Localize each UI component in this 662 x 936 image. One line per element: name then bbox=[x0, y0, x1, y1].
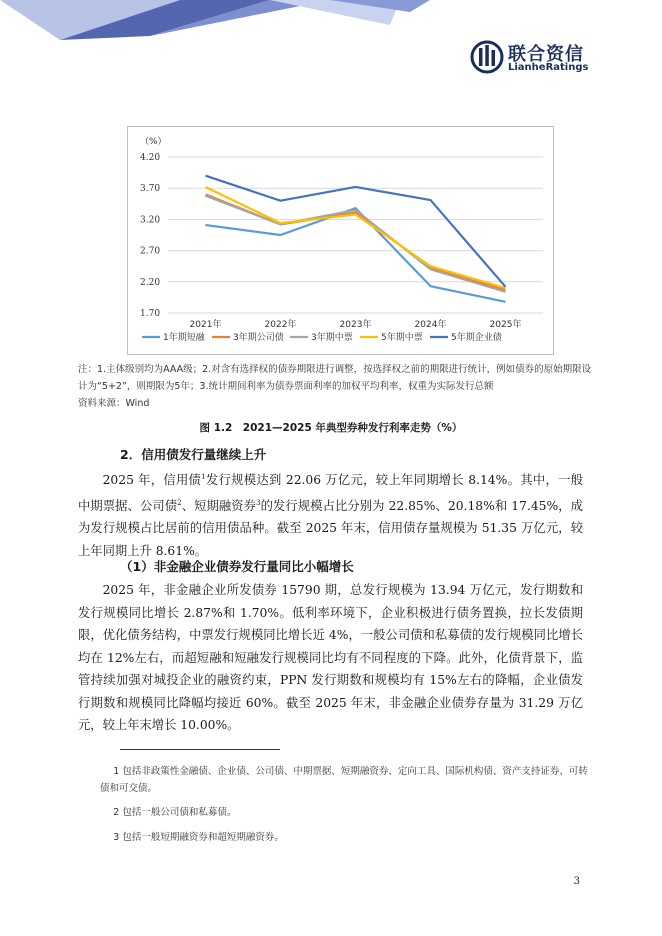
chart-source: 资料来源：Wind bbox=[78, 398, 150, 409]
y-tick-label: 1.70 bbox=[140, 309, 161, 319]
chart-note-text: 注：1.主体级别均为AAA级；2.对含有选择权的债券期限进行调整，按选择权之前的期限进行统计，例如债券的原始期限设计为“5+2”，则期限为5年；3.统计期间利率为债券票面利率的加权平均利率，权重为实际发行总额 bbox=[78, 364, 592, 392]
series-line bbox=[206, 196, 506, 292]
footnote-ref-2[interactable]: 2 bbox=[177, 498, 182, 507]
y-tick-label: 2.20 bbox=[140, 277, 161, 288]
x-tick-label: 2023年 bbox=[339, 320, 372, 330]
rate-trend-chart bbox=[127, 126, 554, 355]
legend-label: 3年期公司债 bbox=[233, 333, 284, 343]
unit-label: （%） bbox=[140, 137, 167, 147]
x-tick-label: 2022年 bbox=[264, 320, 297, 330]
y-tick-label: 2.70 bbox=[140, 246, 161, 257]
series-line bbox=[206, 208, 506, 302]
footnote-ref-3[interactable]: 3 bbox=[256, 498, 261, 507]
footnote-1: 1 包括非政策性金融债、企业债、公司债、中期票据、短期融资券、定向工具、国际机构债、资产支持证券、可转债和可交债。 bbox=[100, 766, 588, 794]
company-logo bbox=[470, 38, 640, 78]
subsection-paragraph: 2025 年，非金融企业所发债券 15790 期，总发行规模为 13.94 万亿元，发行期数和发行规模同比增长 2.87%和 1.70%。低利率环境下，企业积极进行债务置换，拉长发债期限，优化债务结构，中票发行规模同比增长近 4%，一般公司债和私募债的发行规模同比增长均在 12%左右，而超短融和短融发行规模同比均有不同程度的下降。此外，化债背景下，监管持续加强对城投企业的融资约束，PPN 发行期数和规模均有 15%左右的降幅，企业债发行期数和规模同比降幅均接近 60%。截至 2025 年末，非金融企业债券存量为 31.29 万亿元，较上年末增长 10.00%。 bbox=[78, 583, 583, 732]
x-tick-label: 2025年 bbox=[489, 320, 522, 330]
y-tick-label: 3.70 bbox=[140, 184, 161, 195]
footnote-ref-1[interactable]: 1 bbox=[201, 473, 206, 481]
y-tick-label: 3.20 bbox=[140, 215, 161, 226]
legend-label: 1年期短融 bbox=[163, 333, 205, 343]
logo-text-en: LianheRatings bbox=[508, 62, 589, 73]
logo-text-cn: 联合资信 bbox=[508, 44, 584, 65]
x-tick-label: 2021年 bbox=[189, 320, 222, 330]
legend-label: 3年期中票 bbox=[311, 333, 353, 343]
footnote-3: 3 包括一般短期融资券和超短期融资券。 bbox=[113, 832, 284, 843]
legend-label: 5年期企业债 bbox=[451, 333, 502, 343]
footnote-2: 2 包括一般公司债和私募债。 bbox=[113, 807, 237, 818]
chart-notes bbox=[78, 361, 598, 412]
x-tick-label: 2024年 bbox=[414, 320, 447, 330]
subsection-heading: （1）非金融企业债券发行量同比小幅增长 bbox=[120, 559, 354, 574]
logo-mark-icon bbox=[470, 40, 504, 74]
footnote-divider bbox=[120, 749, 280, 750]
y-tick-label: 4.20 bbox=[140, 153, 161, 163]
section-paragraph: 2025 年，信用债$^1$发行规模达到 22.06 万亿元，较上年同期增长 8.14%。其中，一般中期票据、公司债$^2$、短期融资券$^3$的发行规模占比分别为 22.85%、20.18%和 17.45%，成为发行规模占比居前的信用债品种。截至 2025 年末，信用债存量规模为 51.35 万亿元，较上年同期上升 8.61%。 bbox=[78, 473, 583, 558]
legend-label: 5年期中票 bbox=[381, 333, 423, 343]
page-number: 3 bbox=[573, 876, 580, 887]
chart-svg bbox=[128, 127, 553, 354]
series-line bbox=[206, 187, 506, 288]
figure-title: 图 1.2 2021—2025 年典型券种发行利率走势（%） bbox=[199, 422, 463, 434]
section-heading: 2．信用债发行量继续上升 bbox=[120, 447, 267, 462]
